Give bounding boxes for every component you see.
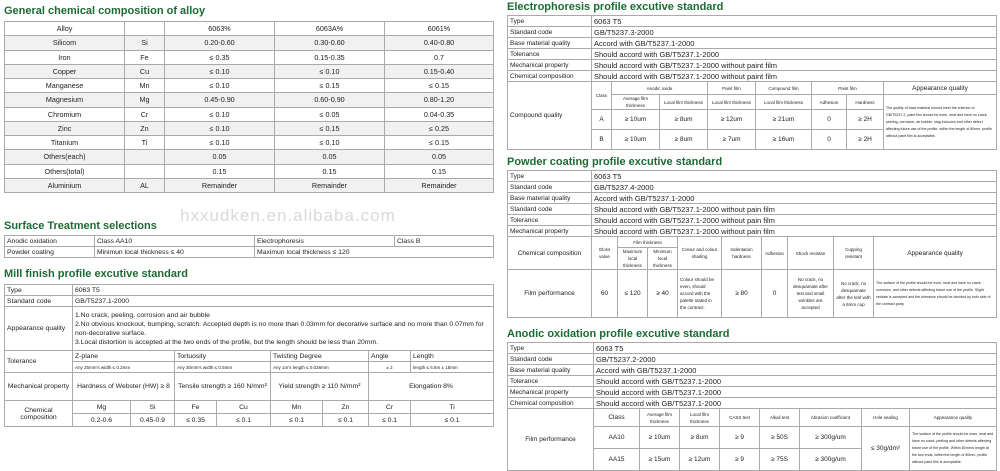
row-label: Mechanical property [508, 60, 592, 71]
table-cell: Alloy [5, 22, 125, 36]
table-row [508, 182, 997, 193]
cq-head: Anodic oxide [612, 82, 708, 95]
row-label: Base material quality [508, 365, 594, 376]
mill-label: Appearance quality [5, 307, 73, 351]
cq-cell: 0 [812, 130, 847, 150]
anodic-seal: ≤ 30g/dm² [862, 427, 910, 471]
right-column [507, 0, 996, 471]
mech-val: Elongation 8% [369, 373, 494, 401]
table-cell: 0.15 [165, 164, 275, 178]
table-cell: ≤ 0.15 [385, 79, 494, 93]
table-cell [125, 164, 165, 178]
tol-head: Angle [369, 351, 411, 362]
row-label: Chemical composition [508, 398, 594, 409]
table-cell: 0.15-0.35 [275, 50, 385, 64]
powder-val: No crack, no desquamate after the test with a 6mm cup [834, 270, 874, 318]
table-row [5, 107, 494, 121]
row-value: Should accord with GB/T5237.1-2000 without paint film [592, 60, 997, 71]
anodic-head: Hole sealing [862, 409, 910, 427]
table-row [508, 60, 997, 71]
table-cell: ≤ 0.15 [275, 121, 385, 135]
surface-cell: Minimun local thickness ≤ 40 [95, 247, 255, 258]
surface-cell: Maximun local thickness ≤ 120 [255, 247, 494, 258]
row-label: Standard code [508, 27, 592, 38]
tol-head: Twisting Degree [271, 351, 369, 362]
cq-head: Paint film [812, 82, 884, 95]
row-value: Accord with GB/T5237.1-2000 [592, 38, 997, 49]
surface-cell: Electrophoresis [255, 236, 395, 247]
row-label: Base material quality [508, 193, 592, 204]
cq-sub: Local film thickness [756, 95, 812, 110]
cq-cell: B [592, 130, 612, 150]
row-label: Mechanical property [508, 387, 594, 398]
table-cell: ≤ 0.10 [165, 136, 275, 150]
cq-cell: ≥ 12um [708, 110, 756, 130]
powder-title: Powder coating profile excutive standard [507, 156, 723, 168]
comp-head: Cr [369, 401, 411, 414]
table-cell: Zinc [5, 121, 125, 135]
electro-title: Electrophoresis profile excutive standard [507, 1, 724, 13]
table-cell: 0.15 [275, 164, 385, 178]
film-sub: Minimum local thickness [648, 248, 678, 270]
comp-val: 0.2-0.6 [73, 414, 131, 427]
table-cell: 0.05 [385, 150, 494, 164]
mill-title: Mill finish profile excutive standard [4, 268, 188, 280]
powder-head: Film thickness [618, 237, 678, 248]
table-row [508, 343, 997, 354]
table-row [508, 226, 997, 237]
table-cell: Mn [125, 79, 165, 93]
table-cell: Mg [125, 93, 165, 107]
table-row [508, 193, 997, 204]
anodic-cell: ≥ 75S [760, 449, 800, 471]
table-cell: Iron [5, 50, 125, 64]
powder-head: Indentation hardness [722, 237, 762, 270]
table-row [5, 136, 494, 150]
comp-head: Fe [175, 401, 217, 414]
table-row [5, 79, 494, 93]
table-row [508, 376, 997, 387]
row-value: 6063 T5 [594, 343, 997, 354]
row-label: Chemical composition [508, 71, 592, 82]
mill-label: Tolerance [5, 351, 73, 373]
anodic-head: Abrasion coefficient [800, 409, 862, 427]
tol-head: Z-plane [73, 351, 175, 362]
table-cell: 0.15 [385, 164, 494, 178]
table-cell [125, 150, 165, 164]
mill-table [4, 284, 494, 427]
table-cell: Copper [5, 64, 125, 78]
table-cell: ≤ 0.10 [165, 121, 275, 135]
table-cell: AL [125, 178, 165, 192]
table-cell: 0.05 [165, 150, 275, 164]
anodic-cell: ≥ 15um [640, 449, 680, 471]
table-cell: 0.40-0.80 [385, 36, 494, 50]
anodic-head: CASS test [720, 409, 760, 427]
cq-cell: ≥ 10um [612, 110, 660, 130]
table-cell: Cu [125, 64, 165, 78]
table-cell: Silicom [5, 36, 125, 50]
cq-cell: ≥ 10um [612, 130, 660, 150]
row-value: Should accord with GB/T5237.1-2000 without pain film [592, 215, 997, 226]
row-label: Type [508, 171, 592, 182]
comp-head: Zn [323, 401, 369, 414]
table-cell: 6063% [165, 22, 275, 36]
surface-cell: Powder coating [5, 247, 95, 258]
tol-val: Any 30mm's width ≤ 0.5mm [175, 362, 271, 373]
table-row [5, 36, 494, 50]
row-label: Standard code [508, 354, 594, 365]
powder-label: Film performance [508, 270, 592, 318]
powder-table [507, 170, 997, 318]
tol-head: Tortuosity [175, 351, 271, 362]
table-cell: 0.80-1.20 [385, 93, 494, 107]
cq-cell: ≥ 8um [660, 130, 708, 150]
table-cell: Remainder [385, 178, 494, 192]
comp-val: ≤ 0.1 [217, 414, 271, 427]
table-cell: Cr [125, 107, 165, 121]
powder-val: The surface of the profile should be even, neat and have no crack, corrosion, and other defects affecting future use of the profile. Slight cedrate is accepted and the tolerance should be decided by both side of the contract party. [874, 270, 997, 318]
powder-val: ≤ 120 [618, 270, 648, 318]
table-cell: Aluminium [5, 178, 125, 192]
row-label: Tolerance [508, 215, 592, 226]
row-value: Should accord with GB/T5237.1-2000 [592, 49, 997, 60]
mill-label: Chemical composition [5, 401, 73, 427]
row-value: Should accord with GB/T5237.1-2000 [594, 376, 997, 387]
comp-val: ≤ 0.1 [411, 414, 494, 427]
cq-cell: ≥ 16um [756, 130, 812, 150]
surface-table [4, 235, 494, 258]
row-label: Type [508, 16, 592, 27]
anodic-head: Local film thickness [680, 409, 720, 427]
row-label: Standard code [508, 182, 592, 193]
row-label: Mechanical property [508, 226, 592, 237]
appearance-line: 1.No crack, peeling, corrosion and air bubble [75, 311, 210, 319]
row-value: Accord with GB/T5237.1-2000 [594, 365, 997, 376]
table-cell: 0.7 [385, 50, 494, 64]
mech-val: Yield strength ≥ 110 N/mm² [271, 373, 369, 401]
row-value: 6063 T5 [592, 171, 997, 182]
surface-cell: Class B [395, 236, 494, 247]
comp-val: ≤ 0.1 [323, 414, 369, 427]
table-row [5, 178, 494, 192]
row-value: GB/T5237.3-2000 [592, 27, 997, 38]
tol-val: Any 25mm's width ≤ 0.2mm [73, 362, 175, 373]
mech-val: Hardness of Webster (HW) ≥ 8 [73, 373, 175, 401]
tol-val: Any 1m's length ≤ 0.026mm [271, 362, 369, 373]
powder-head: Adhesion [762, 237, 788, 270]
surface-title: Surface Treatment selections [4, 220, 157, 232]
table-cell: Si [125, 36, 165, 50]
cq-cell: 0 [812, 110, 847, 130]
chem-table [4, 21, 494, 193]
cq-cell: ≥ 2H [847, 110, 884, 130]
table-cell: 0.05 [275, 150, 385, 164]
table-row [508, 387, 997, 398]
table-cell: Remainder [275, 178, 385, 192]
comp-head: Cu [217, 401, 271, 414]
cq-label: Compound quality [508, 82, 592, 150]
table-row [508, 204, 997, 215]
table-cell: 0.15-0.40 [385, 64, 494, 78]
table-cell: ≤ 0.05 [275, 107, 385, 121]
table-cell: Magnesium [5, 93, 125, 107]
powder-val: ≥ 80 [722, 270, 762, 318]
table-row [508, 38, 997, 49]
table-row [508, 16, 997, 27]
comp-val: ≤ 0.35 [175, 414, 217, 427]
comp-val: ≤ 0.1 [369, 414, 411, 427]
table-cell: ≤ 0.10 [275, 64, 385, 78]
table-cell: 0.30-0.60 [275, 36, 385, 50]
appearance-line: 2.No obvious knockout, bumping, scratch. Accepted depth is no more than 0.03mm for decorative surface and no more than 0.07mm for non-decorative surface. [75, 320, 484, 337]
tol-val: length ≤ 6.6m ± 15mm [411, 362, 494, 373]
row-value: Should accord with GB/T5237.1-2000 without pain film [592, 226, 997, 237]
table-cell: Ti [125, 136, 165, 150]
cq-sub: Adhesion [812, 95, 847, 110]
comp-val: 0.45-0.9 [131, 414, 175, 427]
table-cell: ≤ 0.10 [165, 64, 275, 78]
table-cell: Manganese [5, 79, 125, 93]
table-row [508, 365, 997, 376]
surface-cell: Class AA10 [95, 236, 255, 247]
row-label: Base material quality [508, 38, 592, 49]
anodic-head: Class [594, 409, 640, 427]
table-cell: 0.60-0.90 [275, 93, 385, 107]
table-cell: ≤ 0.10 [275, 136, 385, 150]
table-cell: Fe [125, 50, 165, 64]
surface-cell: Anodic oxidation [5, 236, 95, 247]
row-value: Should accord with GB/T5237.1-2000 [594, 387, 997, 398]
anodic-label: Film performance [508, 409, 594, 471]
table-row [508, 49, 997, 60]
cq-sub: Local film thickness [660, 95, 708, 110]
powder-head: Appearance quality [874, 237, 997, 270]
appearance-line: 3.Local distortion is accepted at the two ends of the profile, but the length should be less than 20mm. [75, 338, 379, 346]
table-cell: ≤ 0.15 [385, 136, 494, 150]
powder-head: Gloss value [592, 237, 618, 270]
table-cell: Titanium [5, 136, 125, 150]
row-value: Should accord with GB/T5237.1-2000 without pain film [592, 204, 997, 215]
table-cell: Zn [125, 121, 165, 135]
table-row [5, 93, 494, 107]
comp-head: Si [131, 401, 175, 414]
tol-head: Length [411, 351, 494, 362]
powder-val: No crack, no desquamate after test and small wrinkles are accepted [788, 270, 834, 318]
anodic-cell: AA10 [594, 427, 640, 449]
anodic-cell: ≥ 10um [640, 427, 680, 449]
mech-val: Tensile strength ≥ 160 N/mm² [175, 373, 271, 401]
row-label: Tolenance [508, 49, 592, 60]
row-value: GB/T5237.4-2000 [592, 182, 997, 193]
cq-sub: Hardness [847, 95, 884, 110]
anodic-appearance: The surface of the profile should be even, neat and have no crack, peeling and other defects affecting future use of the profile. Within 80mm's length at the two ends, within the length of 80mm, profile without paint film is acceptable. [910, 427, 997, 471]
row-value: Accord with GB/T5237.1-2000 [592, 193, 997, 204]
anodic-cell: ≥ 300g/um [800, 449, 862, 471]
mill-label: Mechanical property [5, 373, 73, 401]
row-value: Should accord with GB/T5237.1-2000 [594, 398, 997, 409]
row-value: GB/T5237.2-2000 [594, 354, 997, 365]
cq-head: Compound film [756, 82, 812, 95]
powder-head: Shock resistan [788, 237, 834, 270]
anodic-cell: ≥ 9 [720, 427, 760, 449]
table-row [508, 171, 997, 182]
anodic-table [507, 342, 997, 471]
comp-val: ≤ 0.1 [271, 414, 323, 427]
table-cell: ≤ 0.15 [275, 79, 385, 93]
table-cell: ≤ 0.10 [165, 79, 275, 93]
table-row [508, 354, 997, 365]
table-cell: Others(total) [5, 164, 125, 178]
powder-head: Colour and colour shading [678, 237, 722, 270]
table-cell: Chromium [5, 107, 125, 121]
row-value: 6063 T5 [592, 16, 997, 27]
table-row [508, 27, 997, 38]
anodic-cell: AA15 [594, 449, 640, 471]
table-cell: Others(each) [5, 150, 125, 164]
powder-val: ≥ 40 [648, 270, 678, 318]
chem-title: General chemical composition of alloy [4, 5, 206, 17]
row-label: Standard code [508, 204, 592, 215]
watermark-text: hxxudken.en.alibaba.com [180, 206, 396, 225]
cq-cell: ≥ 2H [847, 130, 884, 150]
anodic-head: Appearance quality [910, 409, 997, 427]
anodic-cell: ≥ 50S [760, 427, 800, 449]
table-cell: ≤ 0.25 [385, 121, 494, 135]
table-cell: 6063A% [275, 22, 385, 36]
tol-val: ± 2 [369, 362, 411, 373]
cq-cell: ≥ 21um [756, 110, 812, 130]
table-row [5, 50, 494, 64]
cq-cell: ≥ 8um [660, 110, 708, 130]
table-cell: Remainder [165, 178, 275, 192]
anodic-cell: ≥ 12um [680, 449, 720, 471]
appearance-text [73, 307, 494, 351]
anodic-title: Anodic oxidation profile excutive standard [507, 328, 730, 340]
anodic-cell: ≥ 300g/um [800, 427, 862, 449]
table-cell: 0.20-0.60 [165, 36, 275, 50]
mill-label: Type [5, 285, 73, 296]
table-row [5, 64, 494, 78]
table-row [5, 121, 494, 135]
table-cell: 6061% [385, 22, 494, 36]
film-sub: Maximum local thickness [618, 248, 648, 270]
table-row [5, 150, 494, 164]
cq-head: Class [592, 82, 612, 110]
cq-head: Appearance quality [884, 82, 997, 95]
anodic-head: Alkali test [760, 409, 800, 427]
mill-value: GB/T5237.1-2000 [73, 296, 494, 307]
powder-val: Colour should be even, should accord with the palette stated in the contract. [678, 270, 722, 318]
table-cell: ≤ 0.10 [165, 107, 275, 121]
table-row [5, 22, 494, 36]
mill-value: 6063 T5 [73, 285, 494, 296]
cq-head: Paint film [708, 82, 756, 95]
table-row [508, 71, 997, 82]
row-value: Should accord with GB/T5237.1-2000 without paint film [592, 71, 997, 82]
cq-sub: Local film thickness [708, 95, 756, 110]
table-row [5, 164, 494, 178]
comp-head: Ti [411, 401, 494, 414]
row-label: Type [508, 343, 594, 354]
table-cell: ≤ 0.35 [165, 50, 275, 64]
cq-appearance: The quality of base material should meet the criterion of GB/T5237.2, paint film should be even, neat and have no crack, peeling, corrosion, air bubble, slag inclusion and other defect affecting future use of the profile, within the length of 80mm, profile without paint film is acceptable. [884, 95, 997, 150]
powder-val: 0 [762, 270, 788, 318]
electro-table [507, 15, 997, 150]
table-row [508, 398, 997, 409]
cq-cell: A [592, 110, 612, 130]
powder-val: 60 [592, 270, 618, 318]
anodic-head: Average film thickness [640, 409, 680, 427]
cq-sub: Average film thickness [612, 95, 660, 110]
anodic-cell: ≥ 8um [680, 427, 720, 449]
table-row [508, 215, 997, 226]
powder-label: Chemical composition [508, 237, 592, 270]
anodic-cell: ≥ 9 [720, 449, 760, 471]
powder-head: Cupping resistant [834, 237, 874, 270]
row-label: Tolerance [508, 376, 594, 387]
comp-head: Mn [271, 401, 323, 414]
table-cell [125, 22, 165, 36]
table-cell: 0.45-0.90 [165, 93, 275, 107]
comp-head: Mg [73, 401, 131, 414]
table-cell: 0.04-0.35 [385, 107, 494, 121]
mill-label: Standard code [5, 296, 73, 307]
cq-cell: ≥ 7um [708, 130, 756, 150]
